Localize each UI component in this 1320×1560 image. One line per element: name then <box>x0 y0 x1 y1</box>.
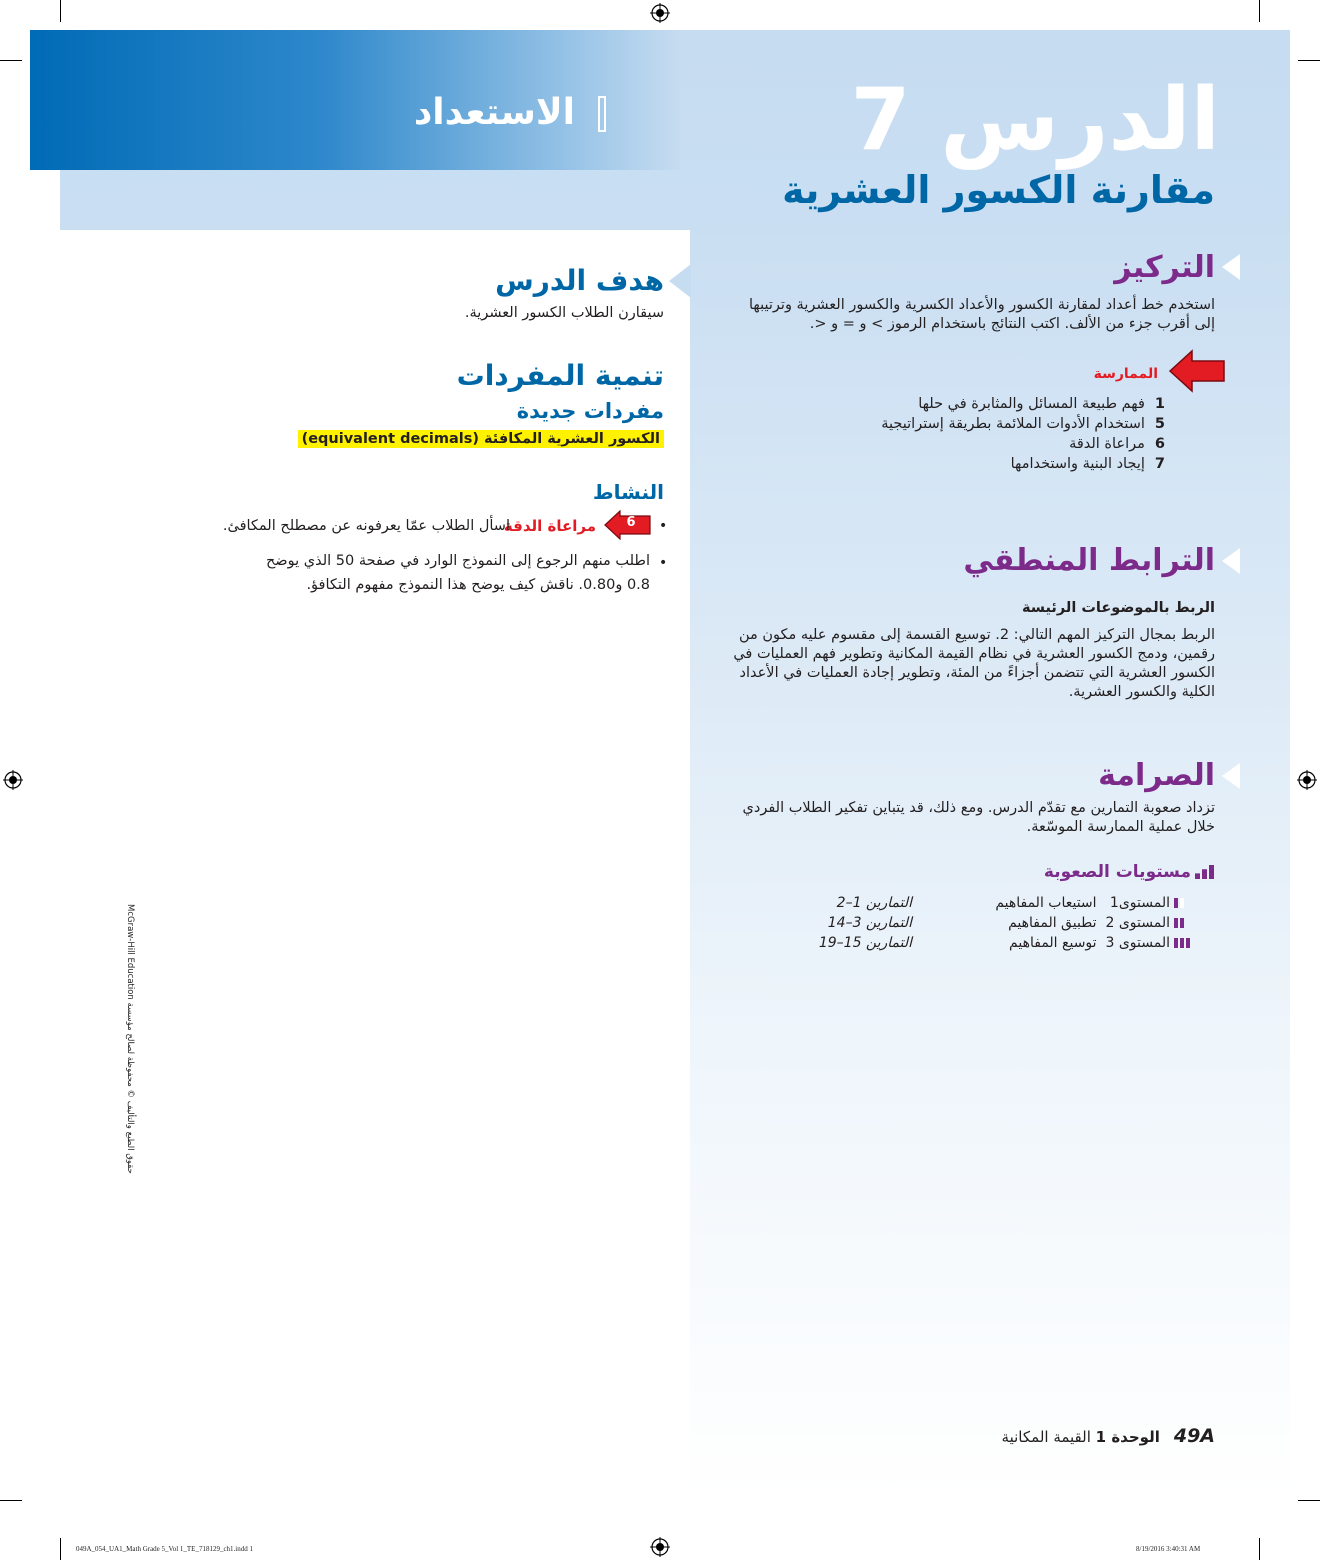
rigor-text: تزداد صعوبة التمارين مع تقدّم الدرس. ومع ذلك، قد يتباين تفكير الطلاب الفردي خلال عملية الممارسة الموسّعة. <box>742 800 1215 835</box>
vocabulary-term: الكسور العشرية المكافئة (equivalent decimals) <box>298 430 664 448</box>
coherence-text: الربط بمجال التركيز المهم التالي: 2. توسيع القسمة إلى مقسوم عليه مكون من رقمين، ودمج الكسور العشرية في نظام القيمة المكانية وتطوير فهم العمليات في الكسور العشرية التي تتضمن أجزاءً من المئة، وتطوير إجادة العمليات في الأعداد الكلية والكسور العشرية. <box>733 627 1215 700</box>
activity-title: النشاط <box>592 480 664 504</box>
level-3-icon <box>1174 938 1190 948</box>
levels-title: مستويات الصعوبة <box>1044 862 1215 882</box>
level-row: المستوى 3 توسيع المفاهيم <box>1009 935 1190 951</box>
level-row: المستوى1 استيعاب المفاهيم <box>995 895 1190 911</box>
bullet: • <box>659 555 668 571</box>
focus-title: التركيز <box>1114 250 1215 285</box>
header-band <box>30 30 680 170</box>
copyright-credit: حقوق الطبع والتأليف © محفوظة لصالح مؤسسة McGraw-Hill Education <box>125 904 135 1174</box>
level-exercises: التمارين 3–14 <box>827 915 912 931</box>
crop-mark <box>1298 60 1320 61</box>
page-number: 49A <box>1173 1425 1215 1447</box>
crop-mark <box>0 1500 22 1501</box>
vocabulary-subtitle: مفردات جديدة <box>516 399 664 423</box>
level-exercises: التمارين 1–2 <box>836 895 912 911</box>
practice-badge-label: مراعاة الدقة <box>503 517 596 535</box>
activity-bullet-2-line-1: اطلب منهم الرجوع إلى النموذج الوارد في صفحة 50 الذي يوضح <box>265 553 650 569</box>
section-triangle-icon <box>1222 548 1240 574</box>
practice-label: الممارسة <box>1093 366 1158 382</box>
registration-mark-icon <box>650 1537 670 1557</box>
prep-bar-icon <box>598 96 606 132</box>
practice-item: 5استخدام الأدوات الملائمة بطريقة إستراتيجية <box>881 416 1165 432</box>
focus-text: استخدم خط أعداد لمقارنة الكسور والأعداد الكسرية والكسور العشرية وترتيبها إلى أقرب جزء من الألف. اكتب النتائج باستخدام الرموز > و = و <. <box>749 297 1215 332</box>
unit-title: القيمة المكانية <box>1001 1428 1091 1446</box>
crop-mark <box>0 60 22 61</box>
objective-text: سيقارن الطلاب الكسور العشرية. <box>464 305 664 321</box>
crop-mark <box>60 1538 61 1560</box>
crop-mark <box>60 0 61 22</box>
section-triangle-icon <box>1222 763 1240 789</box>
coherence-title: الترابط المنطقي <box>963 543 1215 578</box>
coherence-subtitle: الربط بالموضوعات الرئيسة <box>1021 600 1215 616</box>
prep-title: الاستعداد <box>413 92 575 133</box>
practice-item: 1فهم طبيعة المسائل والمثابرة في حلها <box>918 396 1165 412</box>
registration-mark-icon <box>3 770 23 790</box>
page-footer <box>1002 1425 1215 1447</box>
lesson-title: مقارنة الكسور العشرية <box>782 168 1215 212</box>
crop-mark <box>1259 1538 1260 1560</box>
crop-mark <box>1259 0 1260 22</box>
objective-title: هدف الدرس <box>495 264 664 297</box>
practice-arrow-icon <box>1168 348 1226 394</box>
rigor-title: الصرامة <box>1098 758 1215 793</box>
crop-mark <box>1298 1500 1320 1501</box>
practice-item: 7إيجاد البنية واستخدامها <box>1010 456 1165 472</box>
practice-badge-number: 6 <box>626 515 636 530</box>
lesson-number: الدرس 7 <box>850 70 1220 170</box>
file-slug: 049A_054_UA1_Math Grade 5_Vol 1_TE_718129_ch1.indd 1 <box>76 1545 253 1553</box>
activity-bullet-2-line-2: 0.8 و0.80. ناقش كيف يوضح هذا النموذج مفهوم التكافؤ. <box>306 577 650 593</box>
section-triangle-icon <box>1222 254 1240 280</box>
levels-bars-icon <box>1195 865 1215 879</box>
registration-mark-icon <box>1297 770 1317 790</box>
print-timestamp: 8/19/2016 3:40:31 AM <box>1136 1545 1201 1553</box>
unit-label: الوحدة 1 <box>1095 1428 1160 1446</box>
level-exercises: التمارين 15–19 <box>818 935 912 951</box>
vocabulary-title: تنمية المفردات <box>456 359 664 392</box>
level-row: المستوى 2 تطبيق المفاهيم <box>1008 915 1190 931</box>
level-2-icon <box>1174 918 1190 928</box>
practice-item: 6مراعاة الدقة <box>1069 436 1165 452</box>
objective-pointer-icon <box>669 264 691 298</box>
activity-bullet-1: اسأل الطلاب عمّا يعرفونه عن مصطلح المكافئ. <box>222 518 510 534</box>
bullet: • <box>659 518 668 534</box>
registration-mark-icon <box>650 3 670 23</box>
level-1-icon <box>1174 898 1190 908</box>
